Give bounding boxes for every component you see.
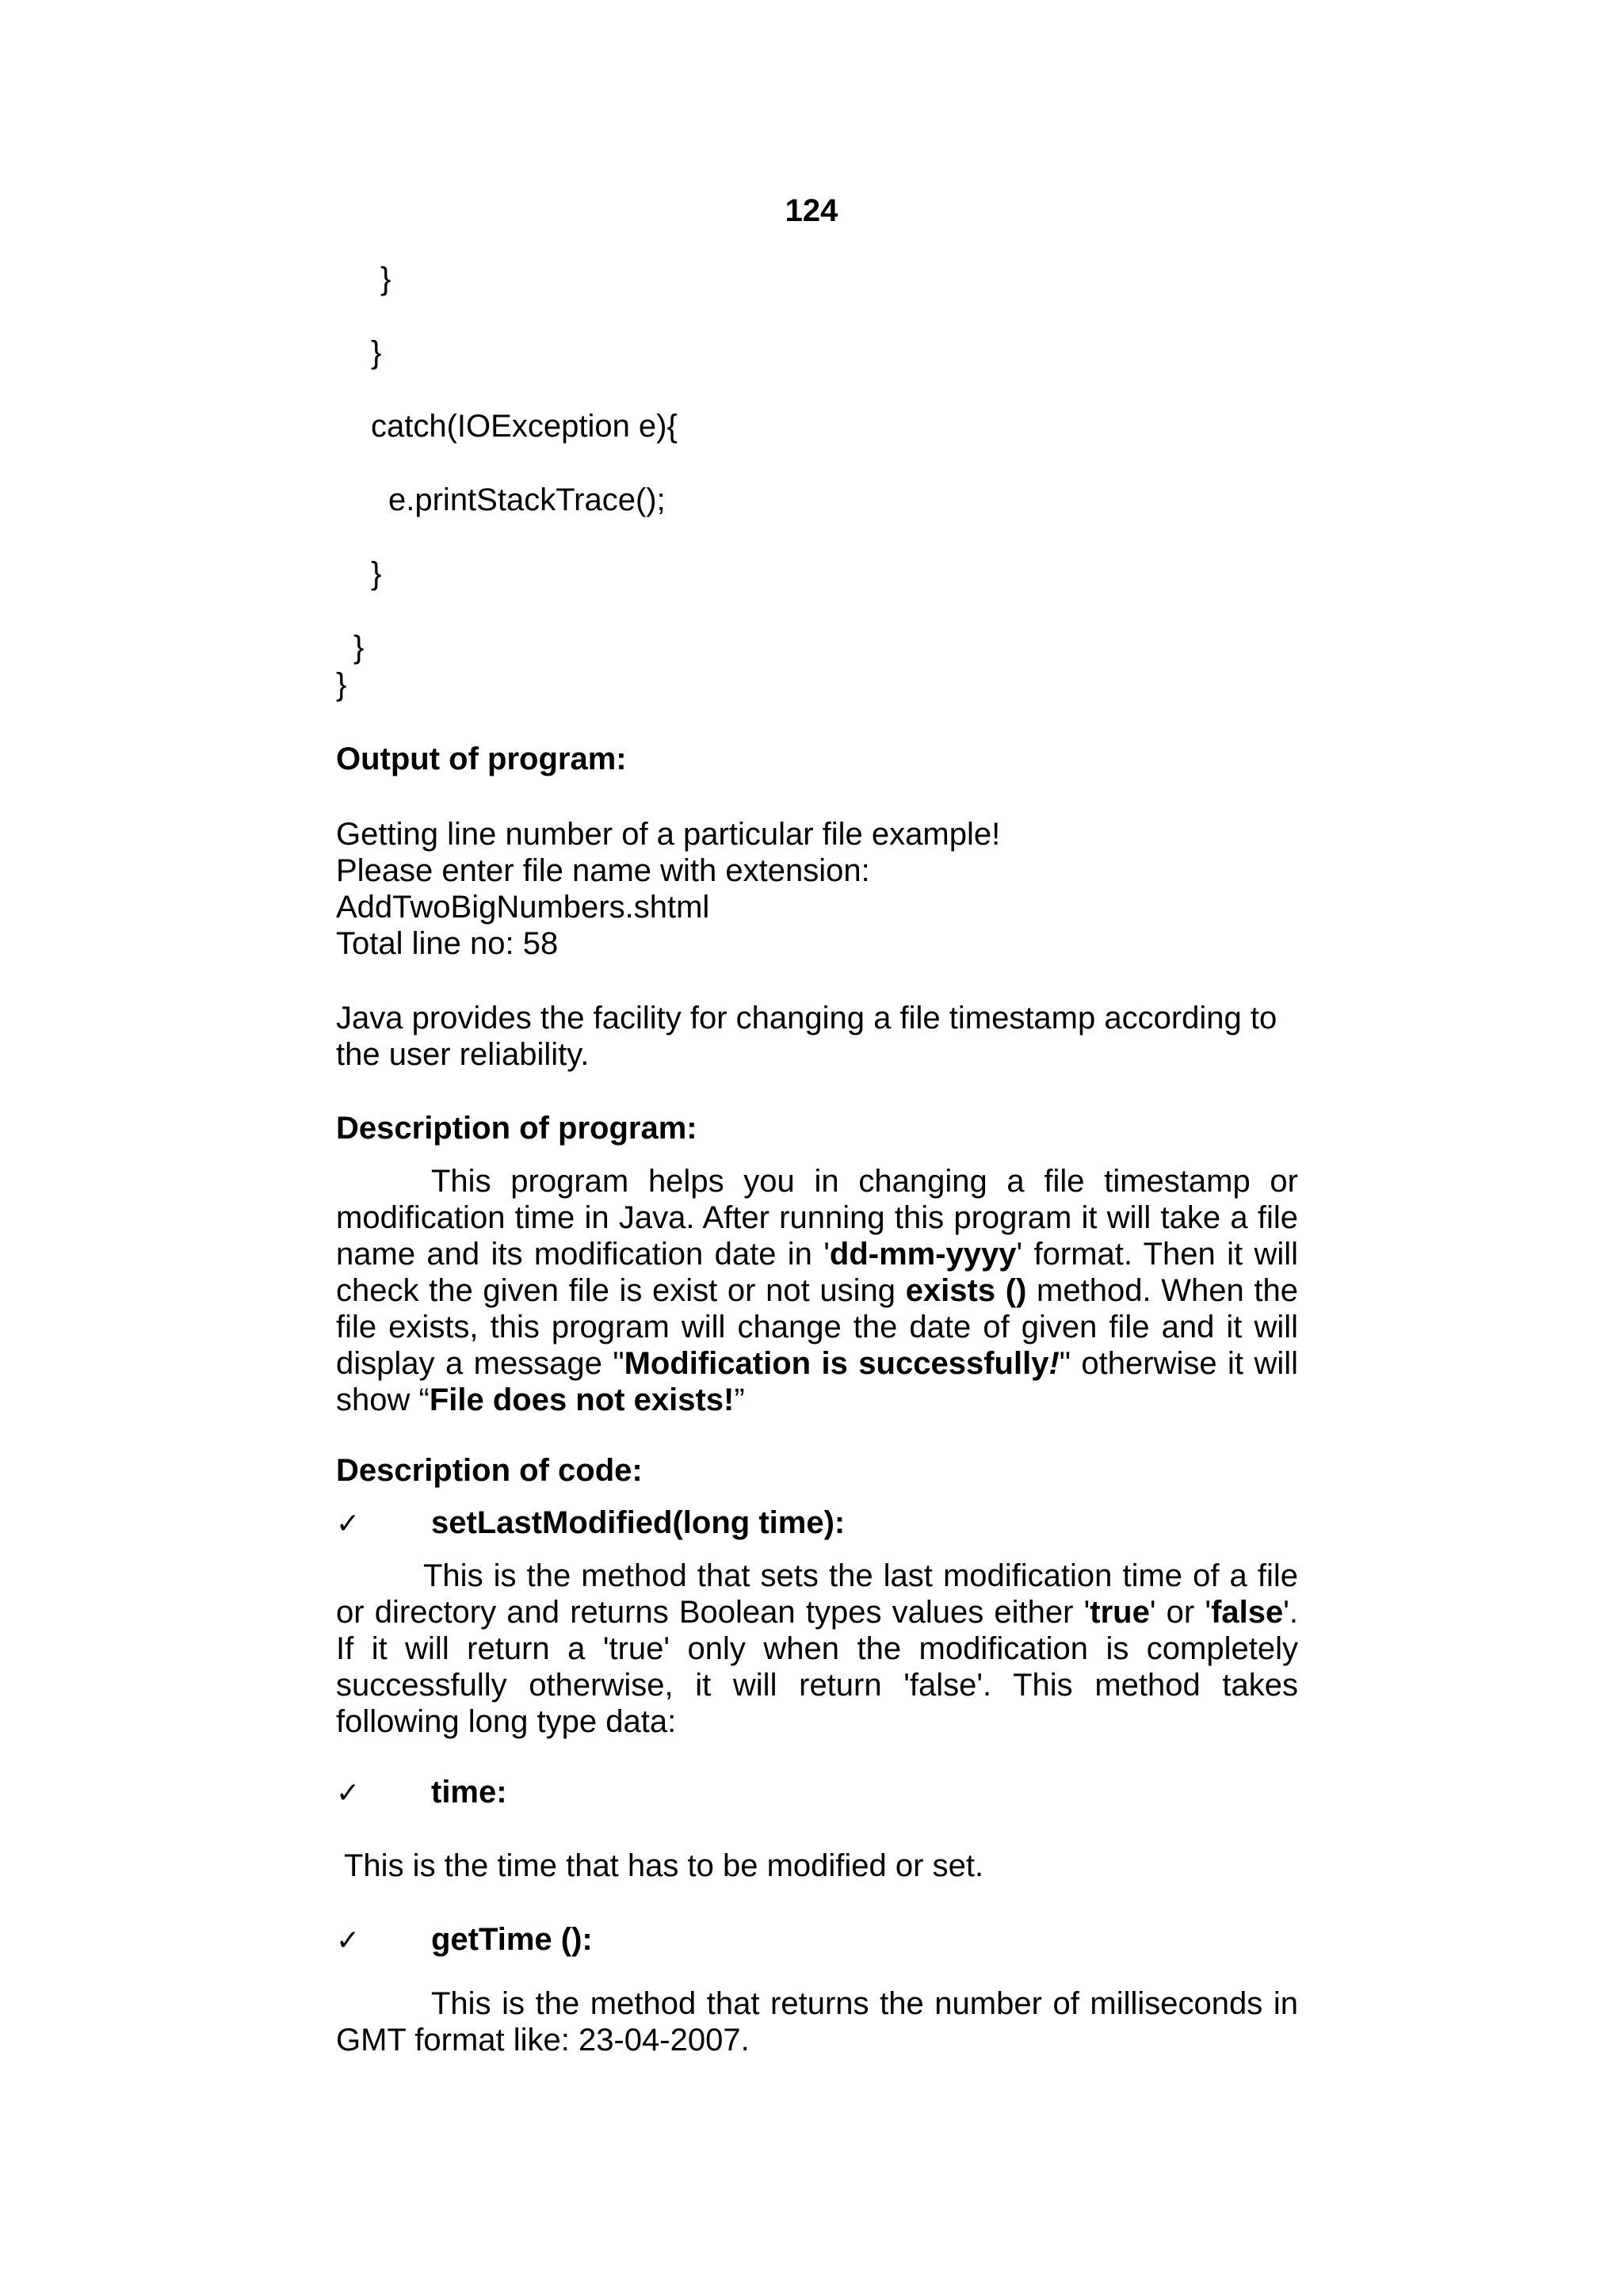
code-line: e.printStackTrace();: [388, 482, 666, 517]
date-format: dd-mm-yyyy: [829, 1237, 1017, 1272]
code-line: }: [353, 630, 365, 665]
time-paragraph: This is the time that has to be modified or set.: [344, 1848, 984, 1883]
output-line: Please enter file name with extension:: [336, 853, 870, 888]
exists-method: exists (): [905, 1273, 1027, 1308]
checkmark-icon: ✓: [336, 1924, 361, 1957]
output-line: Total line no: 58: [336, 926, 559, 961]
text-run: ' format. Then it will check the given file is exist or not using: [336, 1237, 1298, 1308]
text-run: '. If it will return a 'true' only when the modification is completely successfully otherwise, it will return 'false'. This method takes following long type data:: [336, 1595, 1298, 1739]
output-line: AddTwoBigNumbers.shtml: [336, 890, 710, 925]
success-message: Modification is successfully: [624, 1346, 1049, 1381]
method-item-get-time: [336, 1922, 593, 1958]
output-line: Getting line number of a particular file example!: [336, 817, 1001, 852]
description-program-heading: Description of program:: [336, 1111, 697, 1146]
code-line: }: [336, 667, 347, 702]
failure-message: File does not exists!: [429, 1383, 735, 1417]
method-label: setLastModified(long time):: [431, 1505, 846, 1540]
code-line: }: [380, 261, 391, 296]
output-block: [336, 816, 1298, 962]
text-run: This program helps you in changing a file timestamp or modification time in Java. After running this program it will take a file name and its modification date in ': [336, 1164, 1298, 1272]
false-keyword: false: [1211, 1595, 1284, 1630]
code-line: }: [371, 556, 382, 591]
text-run: " otherwise it will show “: [336, 1346, 1299, 1417]
code-line: }: [371, 335, 382, 370]
method-item-set-last-modified: [336, 1505, 845, 1541]
page-number: 124: [785, 193, 838, 228]
text-run: ”: [734, 1383, 745, 1417]
code-line: catch(IOException e){: [371, 409, 678, 444]
description-program-paragraph: [336, 1163, 1298, 1418]
checkmark-icon: ✓: [336, 1508, 361, 1540]
text-run: method. When the file exists, this program will change the date of given file and it will display a message ": [336, 1273, 1299, 1381]
param-label: time:: [431, 1775, 507, 1810]
method-label: getTime ():: [431, 1922, 593, 1957]
intro-paragraph: Java provides the facility for changing a file timestamp according to the user reliability.: [336, 1001, 1277, 1072]
text-run: This is the method that sets the last modification time of a file or directory and returns Boolean types values either ': [336, 1558, 1298, 1630]
output-heading: Output of program:: [336, 742, 627, 776]
method-item-time: [336, 1775, 507, 1810]
checkmark-icon: ✓: [336, 1777, 361, 1810]
text-run: ' or ': [1149, 1595, 1212, 1630]
description-code-heading: Description of code:: [336, 1453, 643, 1488]
true-keyword: true: [1090, 1595, 1150, 1630]
get-time-paragraph: This is the method that returns the number of milliseconds in GMT format like: 23-04-2007.: [336, 1986, 1298, 2058]
success-exclamation: !: [1048, 1346, 1060, 1381]
set-last-modified-paragraph: [336, 1558, 1298, 1740]
